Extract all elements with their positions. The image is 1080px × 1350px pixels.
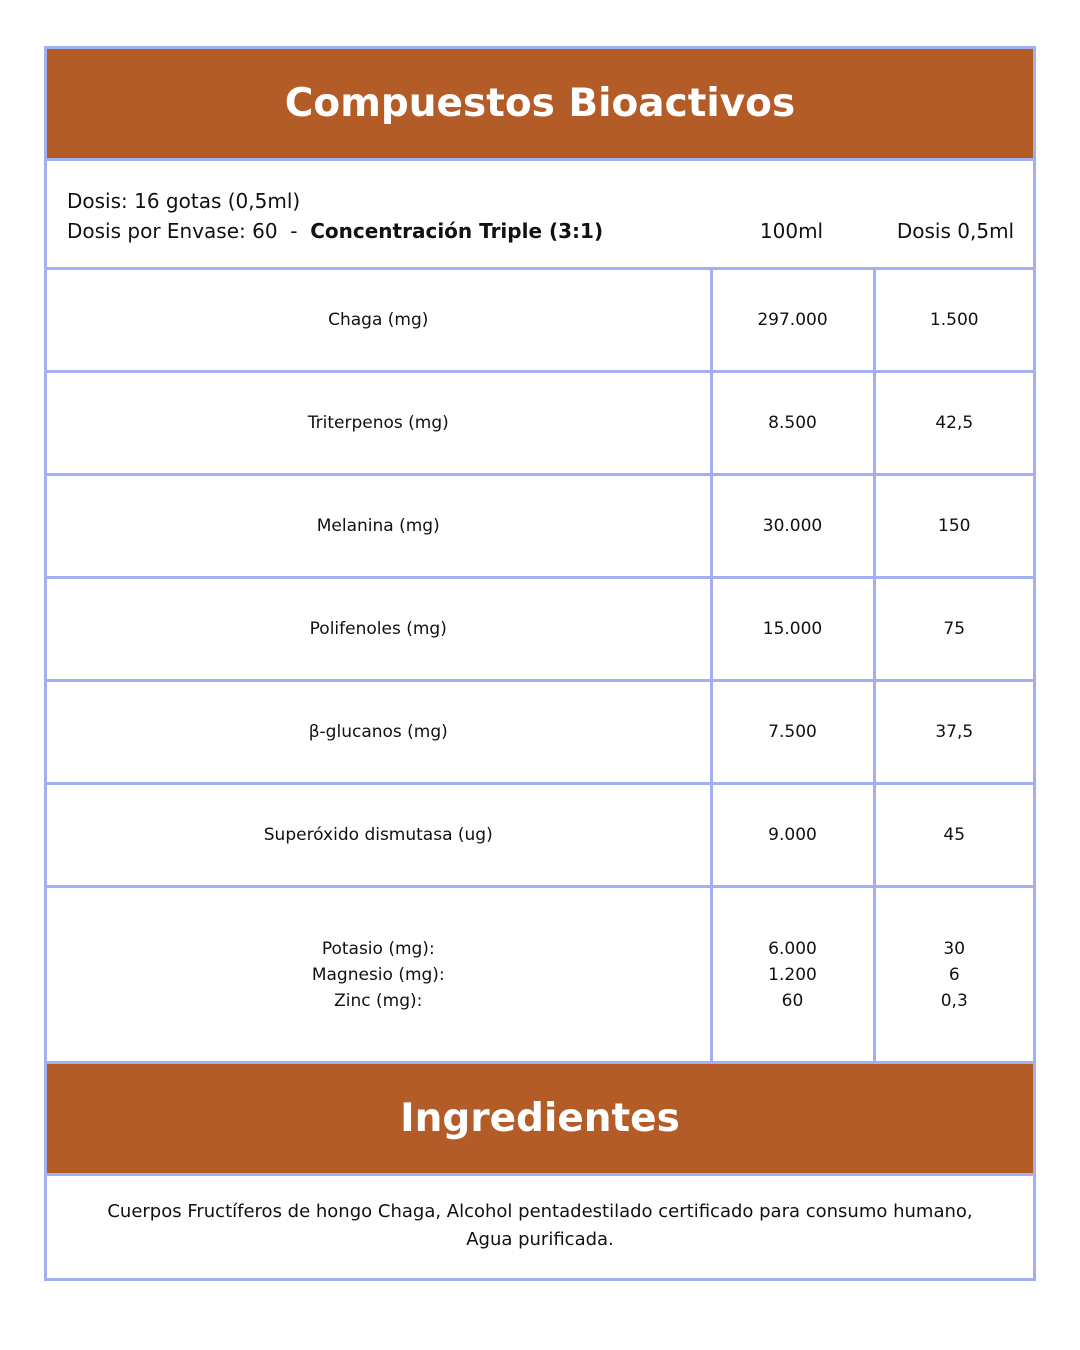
mineral-name: Potasio (mg): [321,938,435,959]
table-row [47,372,1033,475]
mineral-names [47,887,711,1063]
compound-100ml: 297.000 [711,270,874,372]
mineral-dose: 6 [948,964,960,985]
mineral-100ml-values [711,887,874,1063]
compound-name: Triterpenos (mg) [47,372,711,475]
mineral-100ml: 1.200 [768,964,817,985]
compounds-header [47,49,1033,161]
dose-lines [67,186,603,246]
mineral-dose-values [874,887,1033,1063]
compound-100ml: 9.000 [711,784,874,887]
compound-100ml: 15.000 [711,578,874,681]
table-row [47,475,1033,578]
mineral-name: Zinc (mg): [334,990,423,1011]
table-row [47,578,1033,681]
column-header-dose: Dosis 0,5ml [896,219,1015,243]
table-row [47,681,1033,784]
compound-dose: 42,5 [874,372,1033,475]
ingredients-title: Ingredientes [400,1096,680,1141]
mineral-dose: 0,3 [940,990,968,1011]
compound-dose: 75 [874,578,1033,681]
compound-dose: 37,5 [874,681,1033,784]
mineral-100ml: 6.000 [768,938,817,959]
compounds-table [47,270,1033,1064]
compound-name: Superóxido dismutasa (ug) [47,784,711,887]
compound-100ml: 7.500 [711,681,874,784]
compound-name: Chaga (mg) [47,270,711,372]
column-header-100ml: 100ml [759,219,824,243]
dose-per-container: Dosis por Envase: 60 - [67,219,311,243]
dose-line-2 [67,216,603,246]
dose-line-1: Dosis: 16 gotas (0,5ml) [67,189,301,213]
ingredients-text: Cuerpos Fructíferos de hongo Chaga, Alcohol pentadestilado certificado para consumo humano, Agua purificada. [107,1201,973,1250]
nutrition-panel [44,46,1036,1281]
concentration-label: Concentración Triple (3:1) [310,219,604,243]
compound-dose: 45 [874,784,1033,887]
compound-name: Melanina (mg) [47,475,711,578]
minerals-row [47,887,1033,1063]
mineral-100ml: 60 [781,990,804,1011]
compound-dose: 1.500 [874,270,1033,372]
compound-100ml: 30.000 [711,475,874,578]
ingredients-header [47,1064,1033,1176]
compound-100ml: 8.500 [711,372,874,475]
dose-info [47,161,1033,270]
compound-dose: 150 [874,475,1033,578]
compound-name: Polifenoles (mg) [47,578,711,681]
table-row [47,784,1033,887]
compounds-title: Compuestos Bioactivos [284,81,796,126]
table-row [47,270,1033,372]
mineral-name: Magnesio (mg): [311,964,445,985]
mineral-dose: 30 [943,938,966,959]
compound-name: β-glucanos (mg) [47,681,711,784]
